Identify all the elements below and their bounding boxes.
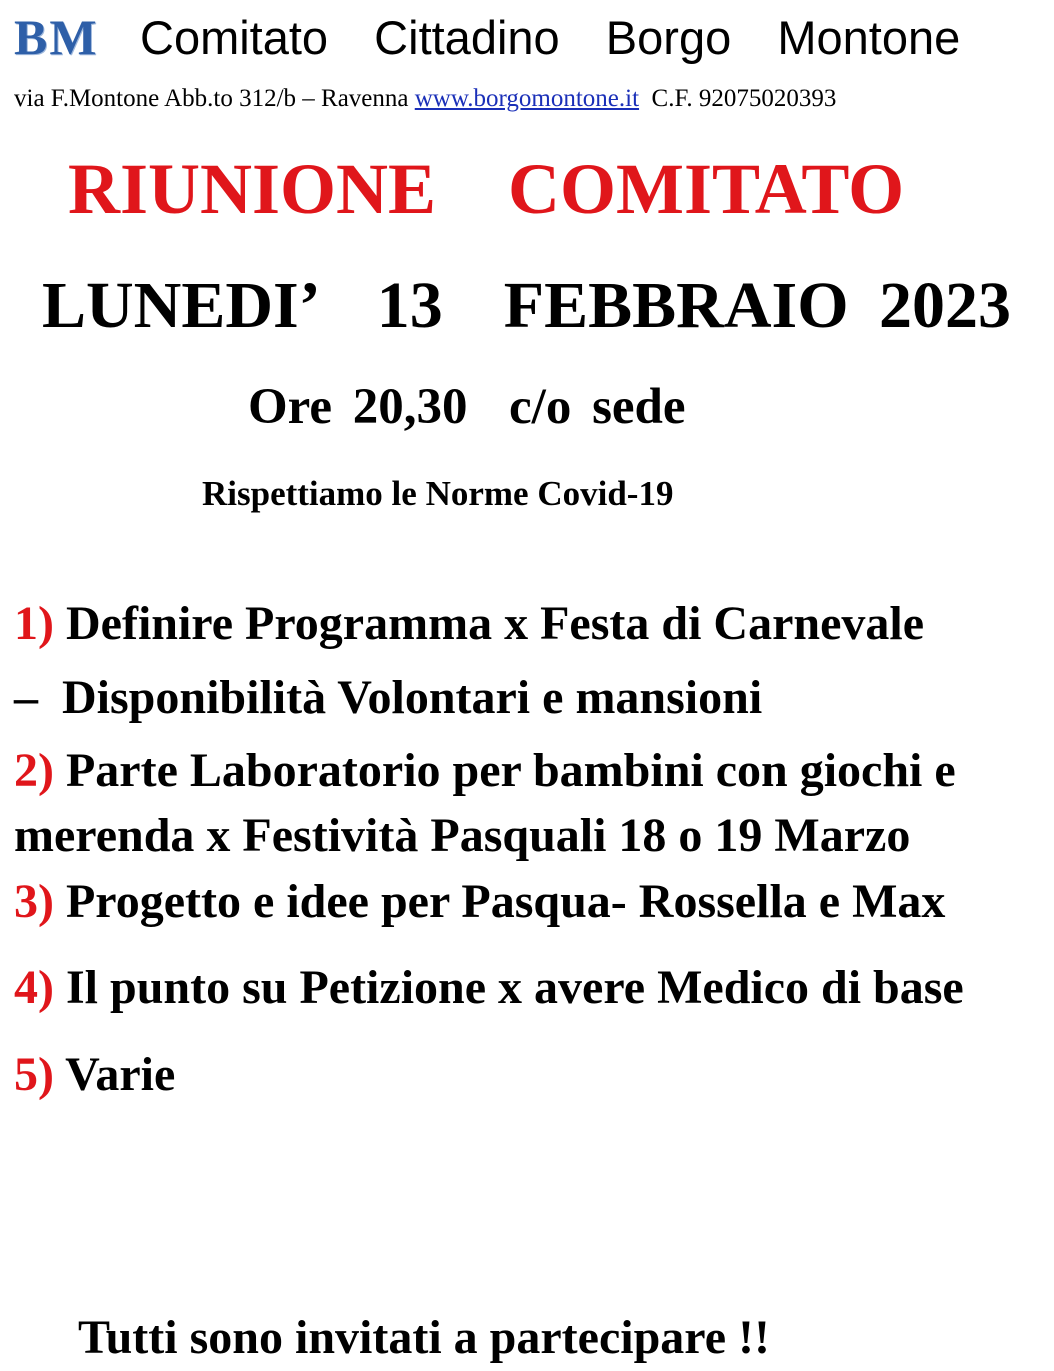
agenda-text: Progetto e idee per Pasqua- Rossella e Max	[53, 875, 946, 928]
agenda-item-1	[14, 596, 924, 651]
agenda-number: 3)	[14, 875, 54, 928]
agenda-number: 5)	[14, 1048, 54, 1101]
agenda-number: 2)	[14, 744, 54, 797]
agenda-item-2-continuation: merenda x Festività Pasquali 18 o 19 Marzo	[14, 809, 911, 862]
agenda-number: 4)	[14, 961, 54, 1014]
address-line	[14, 85, 836, 113]
agenda-text: Il punto su Petizione x avere Medico di base	[53, 961, 964, 1014]
agenda-item-4	[14, 960, 964, 1015]
agenda-item-3	[14, 874, 945, 929]
agenda-text: Definire Programma x Festa di Carnevale	[53, 597, 925, 650]
closing-invitation: Tutti sono invitati a partecipare !!	[78, 1311, 770, 1364]
agenda-item-1-continuation: – Disponibilità Volontari e mansioni	[14, 671, 763, 724]
meeting-date: LUNEDI’ 13 FEBBRAIO 2023	[42, 269, 1012, 342]
meeting-title: RIUNIONE COMITATO	[68, 149, 905, 229]
agenda-item-2	[14, 743, 956, 798]
covid-note: Rispettiamo le Norme Covid-19	[202, 474, 674, 513]
organization-name: Comitato Cittadino Borgo Montone	[140, 11, 961, 64]
tax-code: C.F. 92075020393	[639, 85, 837, 112]
agenda-text: Parte Laboratorio per bambini con giochi e	[53, 744, 956, 797]
address-text: via F.Montone Abb.to 312/b – Ravenna	[14, 85, 415, 112]
logo: BM	[14, 9, 99, 65]
agenda-item-5	[14, 1047, 175, 1102]
website-link[interactable]: www.borgomontone.it	[414, 85, 640, 112]
meeting-time: Ore 20,30 c/o sede	[248, 379, 686, 435]
agenda-text: Varie	[53, 1048, 176, 1101]
agenda-number: 1)	[14, 597, 54, 650]
